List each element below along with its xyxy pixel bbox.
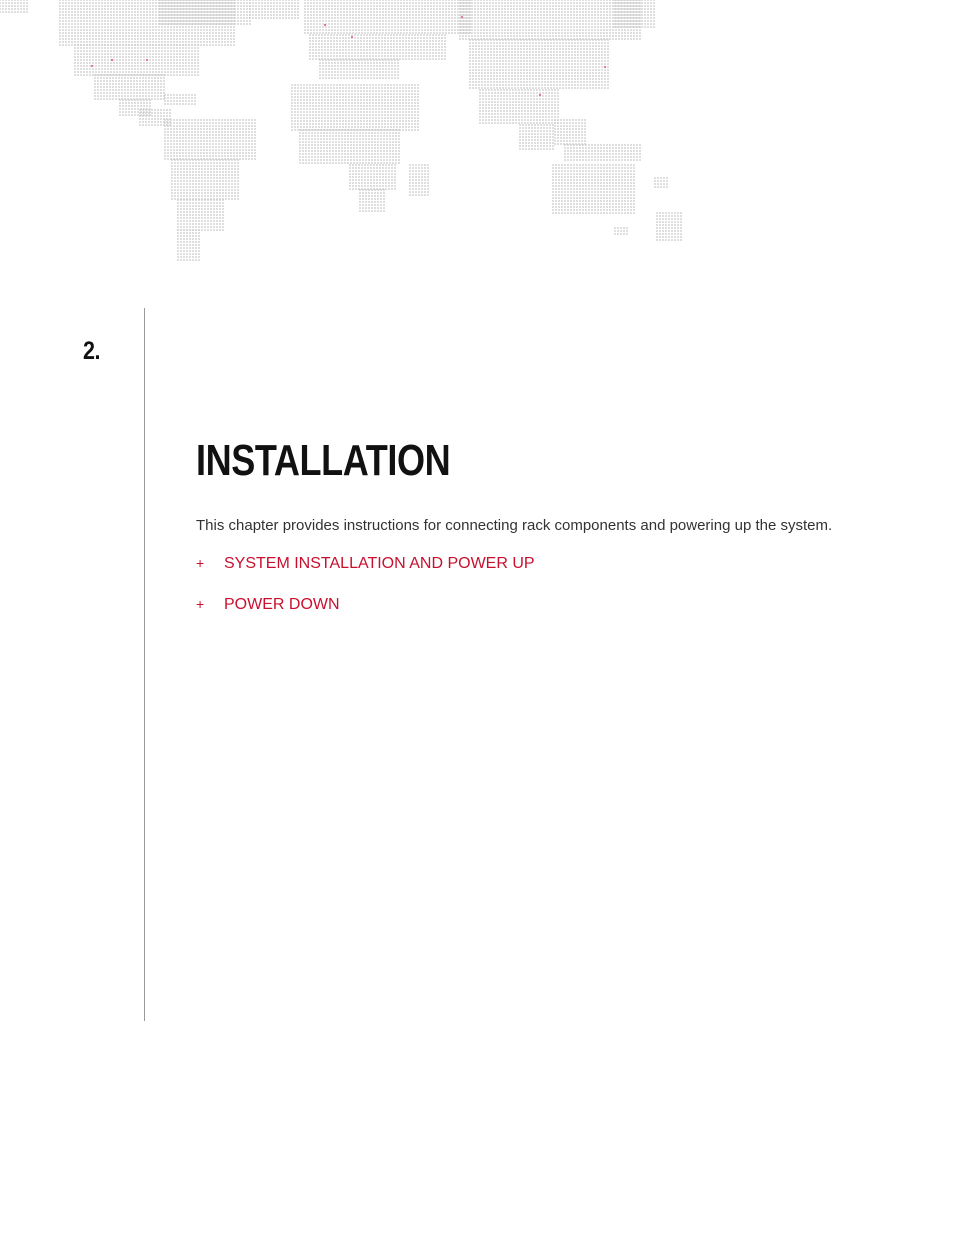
- chapter-title: INSTALLATION: [196, 436, 451, 485]
- plus-icon: +: [196, 596, 205, 612]
- vertical-divider: [144, 308, 145, 1021]
- chapter-number: 2.: [83, 337, 101, 365]
- toc-item: [196, 555, 535, 596]
- chapter-toc: [196, 555, 535, 637]
- plus-icon: +: [196, 555, 205, 571]
- toc-link-system-installation[interactable]: SYSTEM INSTALLATION AND POWER UP: [224, 555, 535, 572]
- toc-link-power-down[interactable]: POWER DOWN: [224, 596, 340, 613]
- world-map-icon: [0, 0, 700, 270]
- chapter-intro: This chapter provides instructions for connecting rack components and powering up the system.: [196, 517, 833, 534]
- toc-item: [196, 596, 535, 637]
